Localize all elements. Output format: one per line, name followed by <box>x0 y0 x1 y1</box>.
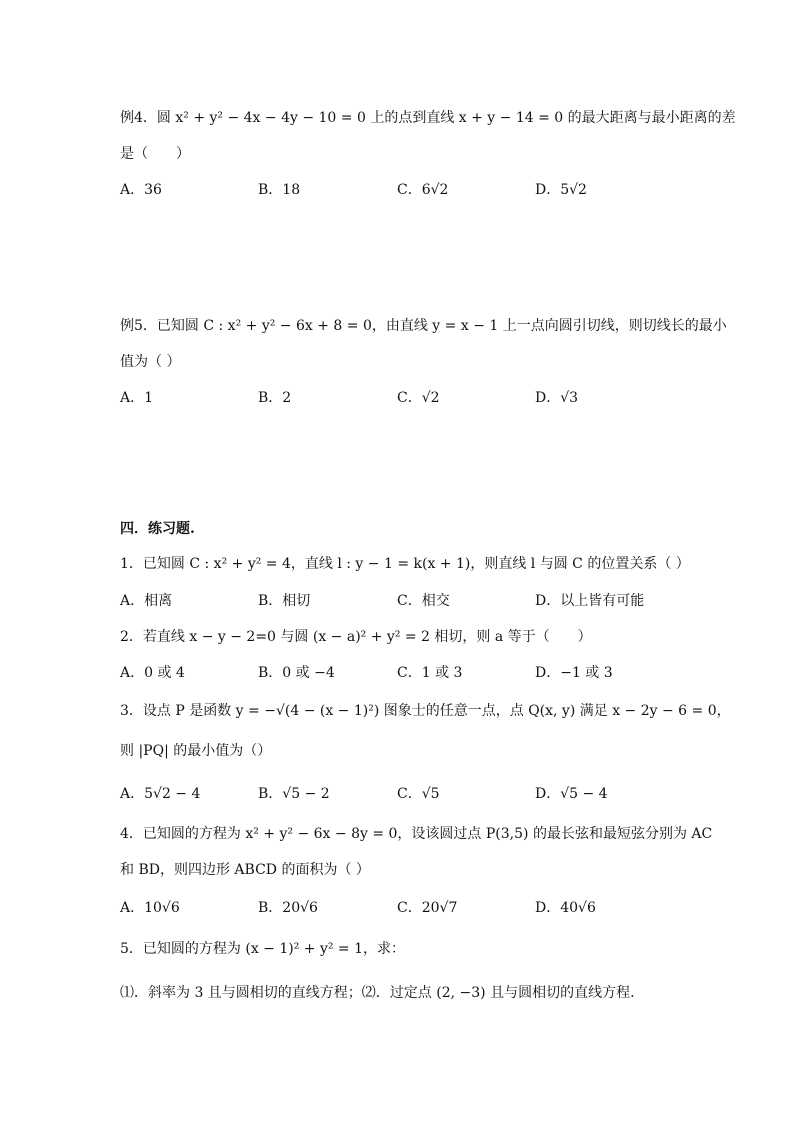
problem5-question: 5．已知圆的方程为 (x − 1)² + y² = 1，求： <box>120 941 406 957</box>
problem3-option-a: A．5√2 − 4 <box>120 786 201 802</box>
problem2-option-b: B．0 或 −4 <box>258 665 335 681</box>
problem3-question-line2: 则 |PQ| 的最小值为（） <box>120 743 272 759</box>
section-heading: 四．练习题. <box>120 521 195 537</box>
problem4-option-d: D．40√6 <box>535 900 596 916</box>
example4-question-line2: 是（ ） <box>120 146 190 162</box>
problem4-question-line1: 4．已知圆的方程为 x² + y² − 6x − 8y = 0，设该圆过点 P(3,5) 的最长弦和最短弦分别为 AC <box>120 826 713 842</box>
example4-option-b: B．18 <box>258 182 301 198</box>
problem3-option-c: C．√5 <box>397 786 440 802</box>
problem2-options <box>120 663 680 683</box>
problem3-option-b: B．√5 − 2 <box>258 786 330 802</box>
problem1-option-b: B．相切 <box>258 593 311 609</box>
problem4-option-b: B．20√6 <box>258 900 318 916</box>
problem2-question: 2．若直线 x − y − 2=0 与圆 (x − a)² + y² = 2 相切，则 a 等于（ ） <box>120 629 592 645</box>
example5-option-a: A．1 <box>120 390 154 406</box>
example5-question-line2: 值为（ ） <box>120 354 181 370</box>
problem1-option-c: C．相交 <box>397 593 450 609</box>
example5-question-line1: 例5．已知圆 C : x² + y² − 6x + 8 = 0，由直线 y = x − 1 上一点向圆引切线，则切线长的最小 <box>120 318 727 334</box>
example4-question-line1: 例4．圆 x² + y² − 4x − 4y − 10 = 0 上的点到直线 x + y − 14 = 0 的最大距离与最小距离的差 <box>120 110 736 126</box>
problem5-subparts: ⑴．斜率为 3 且与圆相切的直线方程；⑵．过定点 (2, −3) 且与圆相切的直线方程. <box>120 985 635 1001</box>
problem4-options <box>120 898 680 918</box>
problem2-option-c: C．1 或 3 <box>397 665 463 681</box>
problem3-question-line1: 3．设点 P 是函数 y = −√(4 − (x − 1)²) 图象士的任意一点，点 Q(x, y) 满足 x − 2y − 6 = 0， <box>120 703 731 719</box>
problem1-option-d: D．以上皆有可能 <box>535 593 645 609</box>
example4-option-a: A．36 <box>120 182 162 198</box>
problem3-options <box>120 784 680 804</box>
problem3-option-d: D．√5 − 4 <box>535 786 608 802</box>
example4-option-d: D．5√2 <box>535 182 587 198</box>
problem1-option-a: A．相离 <box>120 593 173 609</box>
example5-option-b: B．2 <box>258 390 292 406</box>
problem4-option-a: A．10√6 <box>120 900 180 916</box>
problem1-options <box>120 591 680 611</box>
problem2-option-d: D．−1 或 3 <box>535 665 613 681</box>
problem1-question: 1．已知圆 C : x² + y² = 4，直线 l : y − 1 = k(x + 1)，则直线 l 与圆 C 的位置关系（ ） <box>120 556 690 572</box>
example4-option-c: C．6√2 <box>397 182 449 198</box>
example5-option-d: D．√3 <box>535 390 579 406</box>
problem4-question-line2: 和 BD，则四边形 ABCD 的面积为（ ） <box>120 862 370 878</box>
example4-options <box>120 180 680 200</box>
problem4-option-c: C．20√7 <box>397 900 458 916</box>
problem2-option-a: A．0 或 4 <box>120 665 185 681</box>
example5-option-c: C．√2 <box>397 390 440 406</box>
example5-options <box>120 388 680 408</box>
